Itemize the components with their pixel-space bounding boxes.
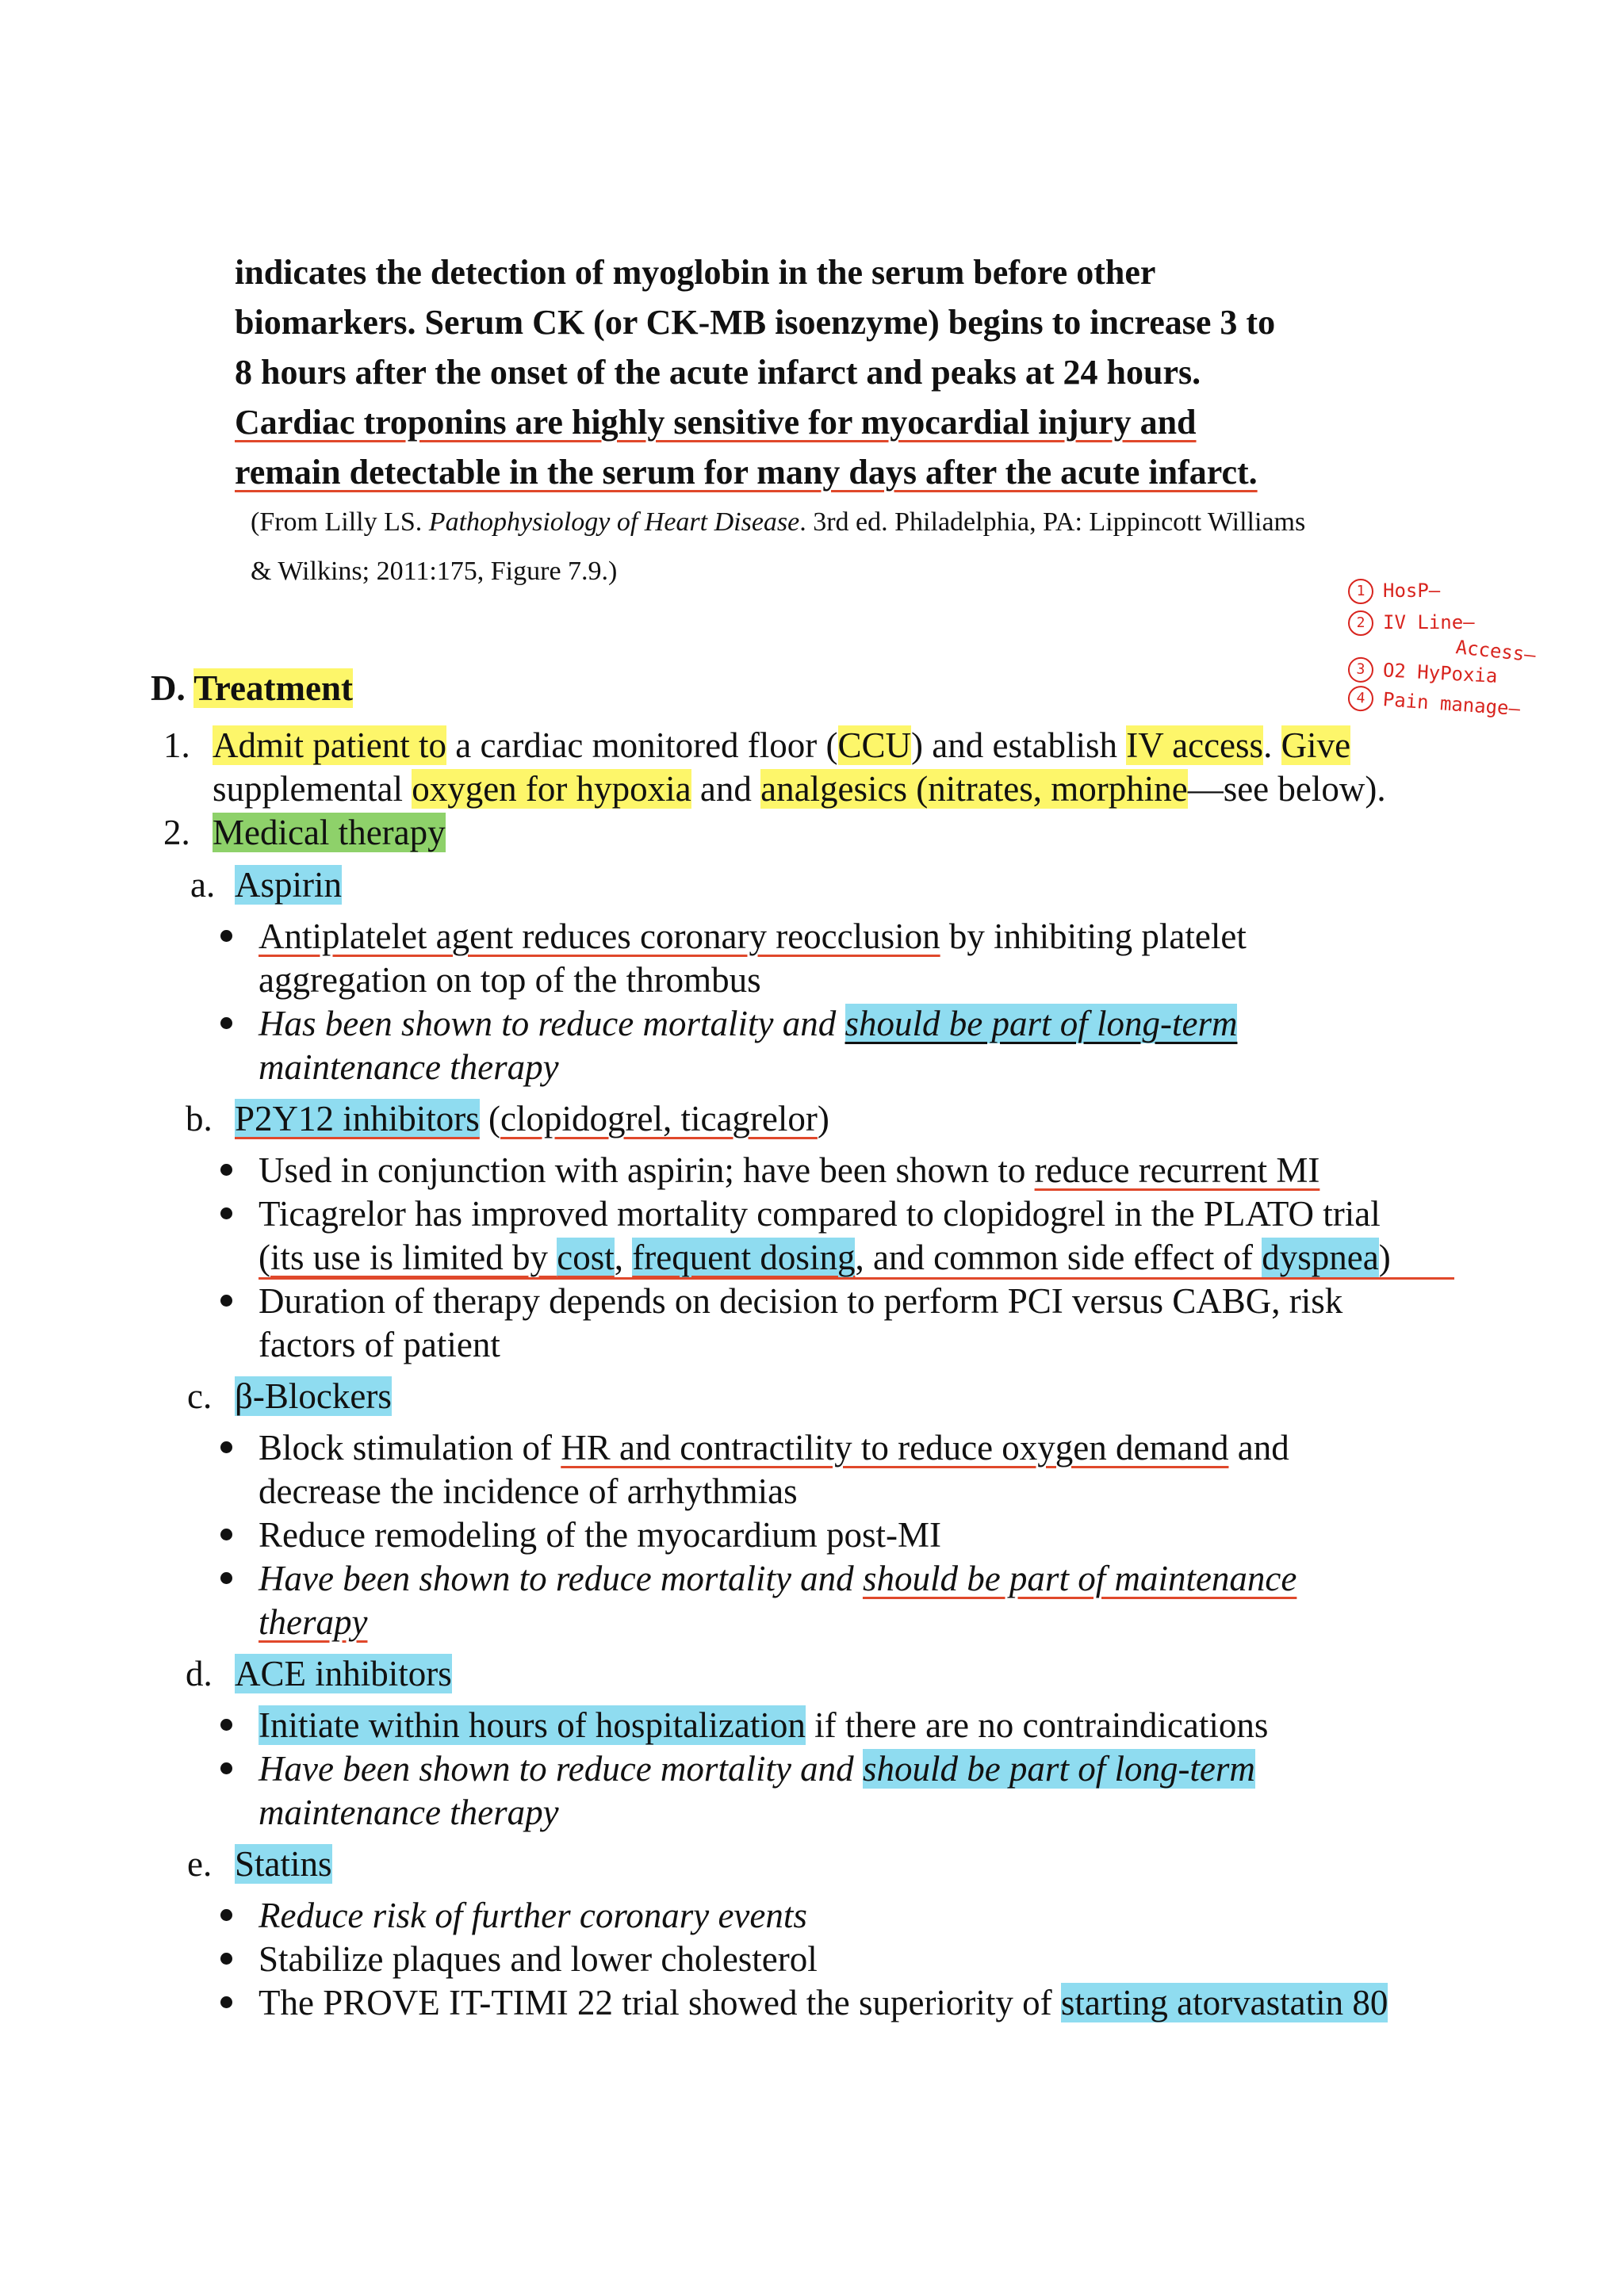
statins-title [235, 1842, 332, 1886]
aspirin-bullet-2 [259, 1001, 1237, 1046]
ul-therapy: therapy [259, 1602, 368, 1642]
beta-bullet-3 [259, 1556, 1297, 1601]
p2y12-bullet-3-cont: factors of patient [259, 1325, 500, 1364]
aspirin-bullet-2-cont: maintenance therapy [259, 1047, 559, 1087]
item-1-line-2 [213, 767, 1386, 811]
hl-dyspnea: dyspnea [1262, 1238, 1379, 1277]
beta-bullet-1 [259, 1425, 1289, 1470]
statins-bullet-1: Reduce risk of further coronary events [259, 1896, 807, 1935]
text-paren-open: ( [479, 1099, 501, 1138]
ul-recurrent-mi: reduce recurrent MI [1034, 1150, 1320, 1190]
handwritten-note-1 [1348, 579, 1440, 604]
circled-number-3: 3 [1347, 656, 1374, 683]
text-reduce-mortality-2: Have been shown to reduce mortality and [259, 1559, 863, 1598]
text-establish: ) and establish [911, 725, 1127, 765]
ace-bullet-2-cont: maintenance therapy [259, 1793, 559, 1832]
circled-number-1: 1 [1348, 579, 1373, 604]
caption-line-1: indicates the detection of myoglobin in the serum before other [235, 253, 1156, 292]
beta-bullet-3-cont [259, 1600, 367, 1644]
bullet-dot [220, 1017, 232, 1029]
ul-clopidogrel: clopidogrel, ticagrelor [500, 1099, 818, 1138]
hl-ace: ACE inhibitors [235, 1654, 452, 1693]
hl-analgesics: analgesics (nitrates, morphine [760, 769, 1188, 809]
circled-number-2: 2 [1348, 610, 1373, 636]
ul-use-limited: its use is limited by [270, 1238, 557, 1277]
handwritten-note-2 [1348, 610, 1475, 636]
text-and-2: and [1228, 1428, 1289, 1468]
sub-letter-a: a. [190, 865, 216, 905]
hl-initiate: Initiate within hours of hospitalization [259, 1705, 806, 1745]
text-and: and [691, 769, 761, 809]
ul-hr-contractility: HR and contractility to reduce oxygen demand [561, 1428, 1229, 1468]
handwritten-text-3: O2 HyPoxia [1382, 659, 1499, 687]
bullet-dot [220, 1164, 232, 1176]
handwritten-note-2b: Access— [1454, 636, 1538, 667]
p2y12-bullet-3: Duration of therapy depends on decision to perform PCI versus CABG, risk [259, 1281, 1343, 1321]
text-conjunction: Used in conjunction with aspirin; have been shown to [259, 1150, 1035, 1190]
aspirin-bullet-1-cont: aggregation on top of the thrombus [259, 960, 761, 1000]
text-floor: a cardiac monitored floor ( [446, 725, 838, 765]
hl-aspirin: Aspirin [235, 865, 342, 905]
beta-bullet-1-cont: decrease the incidence of arrhythmias [259, 1471, 798, 1511]
bullet-dot [220, 1996, 232, 2008]
p2y12-bullet-2: Ticagrelor has improved mortality compared to clopidogrel in the PLATO trial [259, 1194, 1381, 1234]
bullet-dot [220, 1719, 232, 1731]
source-line-2: & Wilkins; 2011:175, Figure 7.9.) [251, 557, 618, 586]
hl-medical-therapy: Medical therapy [213, 813, 446, 852]
bullet-dot [220, 1572, 232, 1584]
text-paren-close: ) [817, 1099, 829, 1138]
ul-maintenance: should be part of maintenance [862, 1559, 1297, 1598]
bullet-dot [220, 1441, 232, 1453]
hl-cost: cost [557, 1238, 615, 1277]
text-comma: , [614, 1238, 633, 1277]
text-reduce-mortality: Has been shown to reduce mortality and [259, 1004, 845, 1043]
source-suffix: . 3rd ed. Philadelphia, PA: Lippincott Williams [799, 507, 1306, 537]
handwritten-text-1: HosP— [1383, 580, 1441, 602]
bullet-dot [220, 1909, 232, 1921]
sub-letter-c: c. [187, 1376, 213, 1416]
item-number-2: 2. [163, 813, 190, 852]
caption-underlined-5: remain detectable in the serum for many days after the acute infarct. [235, 453, 1258, 492]
text-reduce-mortality-3: Have been shown to reduce mortality and [259, 1749, 863, 1789]
item-number-1: 1. [163, 725, 190, 765]
hl-give: Give [1281, 725, 1351, 765]
hl-p2y12: P2Y12 inhibitors [235, 1099, 480, 1138]
item-2-line [213, 810, 446, 855]
hl-frequent-dosing: frequent dosing [632, 1238, 856, 1277]
ace-title [235, 1651, 452, 1696]
bullet-dot [220, 1529, 232, 1540]
section-title: Treatment [193, 668, 353, 708]
text-supplemental: supplemental [213, 769, 412, 809]
caption-line-2: biomarkers. Serum CK (or CK-MB isoenzyme) begins to increase 3 to [235, 303, 1276, 342]
hl-iv-access: IV access [1126, 725, 1264, 765]
aspirin-title [235, 863, 342, 907]
text-period: . [1263, 725, 1281, 765]
beta-bullet-2: Reduce remodeling of the myocardium post-MI [259, 1515, 942, 1555]
text-see-below: —see below). [1187, 769, 1386, 809]
text-close-paren: ) [1378, 1238, 1391, 1277]
hl-long-term-2: should be part of long-term [862, 1749, 1255, 1789]
bullet-dot [220, 1953, 232, 1965]
aspirin-bullet-1 [259, 914, 1247, 959]
text-block-stim: Block stimulation of [259, 1428, 561, 1468]
source-title: Pathophysiology of Heart Disease [428, 507, 800, 537]
sub-letter-b: b. [186, 1099, 213, 1138]
hl-oxygen: oxygen for hypoxia [412, 769, 691, 809]
text-contraindications: if there are no contraindications [805, 1705, 1269, 1745]
handwritten-text-4: Pain manage— [1381, 688, 1521, 721]
ace-bullet-1 [259, 1703, 1268, 1747]
ul-antiplatelet: Antiplatelet agent reduces coronary reocclusion [259, 916, 940, 956]
circled-number-4: 4 [1347, 685, 1374, 712]
statins-bullet-2: Stabilize plaques and lower cholesterol [259, 1939, 818, 1979]
bullet-dot [220, 1295, 232, 1307]
bullet-dot [220, 930, 232, 942]
statins-bullet-3 [259, 1980, 1388, 2025]
handwritten-note-4 [1347, 685, 1521, 722]
hl-ccu: CCU [837, 725, 912, 765]
section-heading [151, 668, 353, 709]
handwritten-text-2: IV Line— [1383, 611, 1475, 633]
sub-letter-e: e. [187, 1844, 213, 1884]
handwritten-note-3 [1347, 656, 1498, 690]
hl-beta-blockers: β-Blockers [235, 1376, 392, 1416]
figure-caption [235, 247, 1408, 497]
text-prove-it: The PROVE IT-TIMI 22 trial showed the superiority of [259, 1983, 1061, 2022]
figure-source [251, 498, 1305, 596]
sub-letter-d: d. [186, 1654, 213, 1693]
source-prefix: (From Lilly LS. [251, 507, 429, 537]
hl-statins: Statins [235, 1844, 332, 1884]
p2y12-bullet-2-cont [259, 1235, 1391, 1280]
source-line-1 [251, 498, 1305, 547]
bullet-dot [220, 1762, 232, 1774]
p2y12-bullet-1 [259, 1148, 1320, 1192]
item-1-line-1 [213, 723, 1350, 767]
section-letter: D. [151, 668, 186, 708]
hl-atorvastatin: starting atorvastatin 80 [1060, 1983, 1388, 2022]
caption-line-5 [235, 447, 1408, 497]
bullet-dot [220, 1207, 232, 1219]
beta-title [235, 1374, 392, 1418]
text-inhibiting: by inhibiting platelet [940, 916, 1247, 956]
caption-line-3: 8 hours after the onset of the acute infarct and peaks at 24 hours. [235, 353, 1201, 392]
text-open-paren: ( [259, 1238, 270, 1277]
p2y12-title [235, 1096, 829, 1141]
hl-admit: Admit patient to [213, 725, 446, 765]
ace-bullet-2 [259, 1747, 1255, 1791]
text-side-effect: , and common side effect of [855, 1238, 1262, 1277]
caption-line-4 [235, 397, 1408, 447]
caption-underlined-4: Cardiac troponins are highly sensitive for myocardial injury and [235, 403, 1197, 442]
hl-long-term: should be part of long-term [845, 1004, 1238, 1043]
